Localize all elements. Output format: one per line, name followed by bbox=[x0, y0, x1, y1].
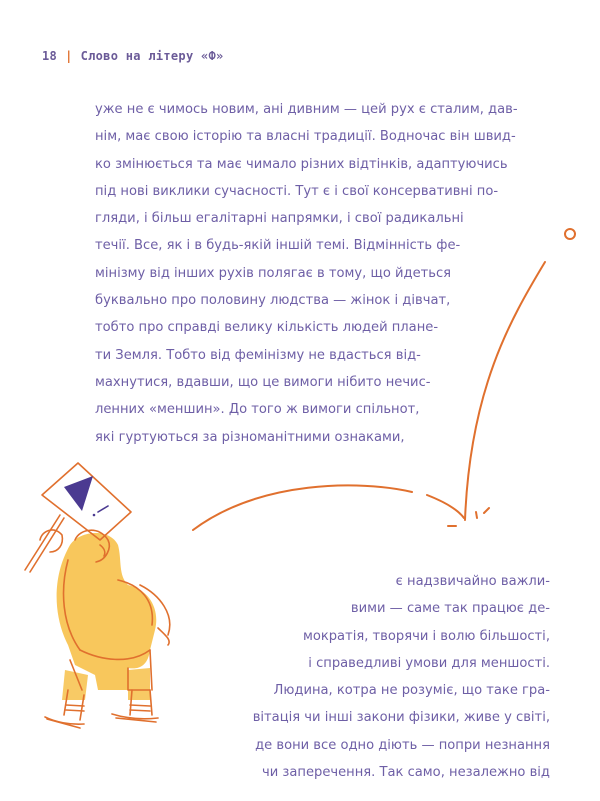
text-line: мократія, творячи і волю більшості, bbox=[302, 628, 550, 644]
text-line: уже не є чимось новим, ані дивним — цей рух є сталим, дав- bbox=[95, 102, 518, 117]
text-line: є надзвичайно важли- bbox=[395, 574, 550, 589]
text-line: під нові виклики сучасності. Тут є і свої консервативні по- bbox=[95, 183, 499, 199]
text-line: буквально про половину людства — жінок і дівчат, bbox=[95, 293, 451, 309]
text-line: нім, має свою історію та власні традиції. Водночас він швид- bbox=[95, 129, 516, 145]
triangle-icon bbox=[64, 476, 93, 511]
text-line: ленних «меншин». До того ж вимоги спільнот, bbox=[95, 402, 420, 418]
text-line: які гуртуються за різноманітними ознаками, bbox=[95, 429, 405, 445]
text-line: Людина, котра не розуміє, що таке гра- bbox=[273, 683, 550, 699]
text-line: чи заперечення. Так само, незалежно від bbox=[262, 765, 550, 781]
text-line: ти Земля. Тобто від фемінізму не вдасться від- bbox=[95, 347, 421, 363]
trajectory-curve bbox=[193, 229, 575, 530]
text-line: і справедливі умови для меншості. bbox=[308, 655, 550, 671]
text-line: вітація чи інші закони фізики, живе у світі, bbox=[252, 710, 550, 726]
page-number: 18 bbox=[42, 49, 58, 63]
protester-figure bbox=[25, 463, 170, 728]
text-line: махнутися, вдавши, що це вимоги нібито нечис- bbox=[95, 374, 431, 390]
text-line: гляди, і більш егалітарні напрямки, і свої радикальні bbox=[95, 211, 464, 227]
text-line: де вони все одно діють — попри незнання bbox=[255, 737, 550, 753]
chapter-title: Слово на літеру «Ф» bbox=[80, 49, 224, 63]
text-line: течії. Все, як і в будь-якій іншій темі. Відмінність фе- bbox=[95, 238, 461, 254]
text-line: ко змінюється та має чимало різних відтінків, адаптуючись bbox=[95, 156, 508, 172]
text-line: мінізму від інших рухів полягає в тому, що йдеться bbox=[95, 265, 452, 281]
header-separator: | bbox=[65, 49, 73, 63]
text-line: тобто про справді велику кількість людей плане- bbox=[95, 320, 439, 336]
text-line: вими — саме так працює де- bbox=[350, 601, 550, 617]
ball-icon bbox=[565, 229, 575, 239]
